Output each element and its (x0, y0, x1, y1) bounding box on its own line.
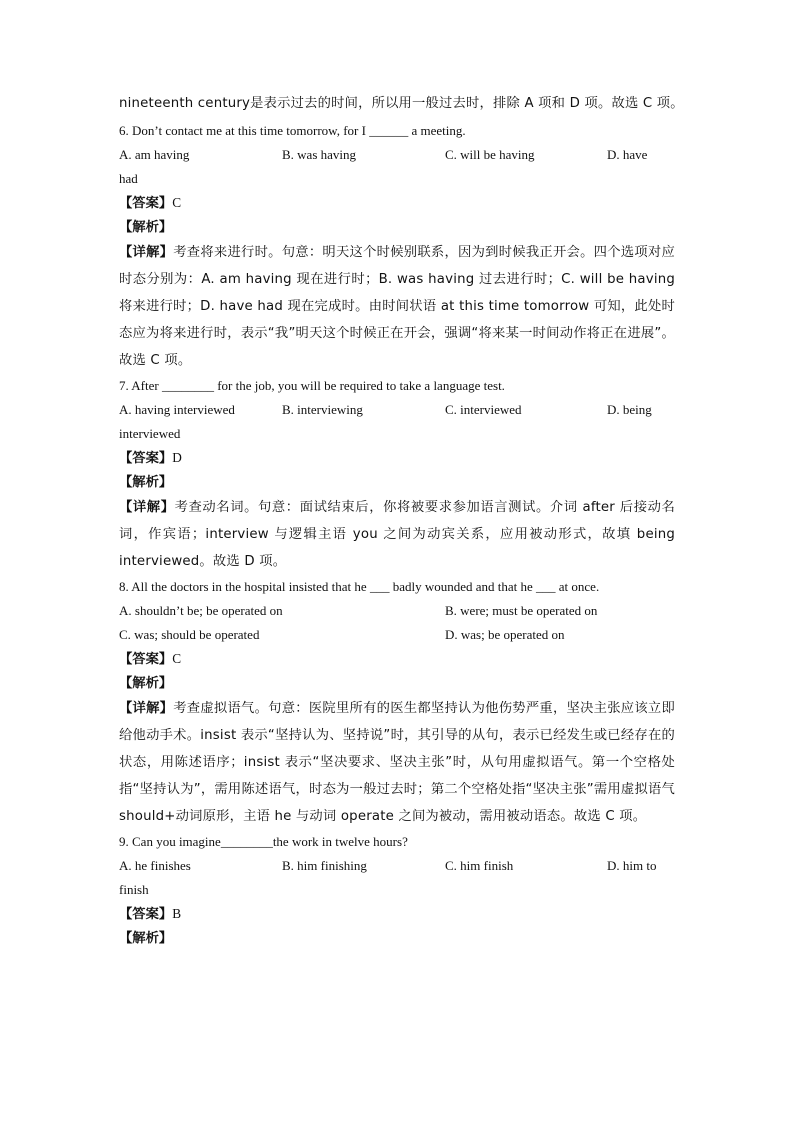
q9-options (119, 854, 675, 878)
q9-option-b: B. him finishing (282, 858, 367, 873)
q6-analysis (119, 215, 675, 239)
q6-answer (119, 191, 675, 215)
q6-stem: 6. Don’t contact me at this time tomorrow, for I ______ a meeting. (119, 123, 466, 138)
q8-answer-value: C (172, 651, 182, 666)
q7-option-d: D. being (607, 402, 652, 417)
analysis-tag: 【解析】 (119, 931, 173, 946)
answer-tag: 【答案】 (119, 196, 173, 211)
q8-stem: 8. All the doctors in the hospital insisted that he ___ badly wounded and that he ___ at once. (119, 579, 600, 594)
q9-option-wrap: finish (119, 882, 149, 897)
detail-tag: 【详解】 (119, 245, 174, 260)
q6-options (119, 143, 675, 167)
q8-options-row1 (119, 599, 675, 623)
q8-option-c: C. was; should be operated (119, 627, 260, 642)
q6-answer-value: C (172, 195, 182, 210)
q9-option-a: A. he finishes (119, 858, 191, 873)
analysis-tag: 【解析】 (119, 475, 173, 490)
answer-tag: 【答案】 (119, 451, 173, 466)
q7-stem: 7. After ________ for the job, you will be required to take a language test. (119, 378, 505, 393)
q6-option-wrap: had (119, 171, 138, 186)
q8-detail-text: 考查虚拟语气。句意：医院里所有的医生都坚持认为他伤势严重，坚决主张应该立即给他动手术。insist 表示“坚持认为、坚持说”时，其引导的从句，表示已经发生或已经存在的状态，用陈述语序；insist 表示“坚决要求、坚决主张”时，从句用虚拟语气。第一个空格处指“坚持认为”，需用陈述语气，时态为一般过去时；第二个空格处指“坚决主张”需用虚拟语气 should+动词原形，主语 he 与动词 operate 之间为被动，需用被动语态。故选 C 项。 (119, 701, 675, 824)
q7-option-b: B. interviewing (282, 402, 363, 417)
q7-option-c: C. interviewed (445, 402, 522, 417)
q9-stem: 9. Can you imagine________the work in twelve hours? (119, 834, 408, 849)
q6-option-b: B. was having (282, 147, 357, 162)
q8-option-b: B. were; must be operated on (445, 603, 598, 618)
q8-option-d: D. was; be operated on (445, 627, 565, 642)
q7-answer (119, 446, 675, 470)
q7-detail (119, 494, 675, 575)
q6-detail (119, 239, 675, 374)
q7-option-a: A. having interviewed (119, 402, 235, 417)
q9-answer-value: B (172, 906, 182, 921)
q5-analysis-tail: nineteenth century是表示过去的时间，所以用一般过去时，排除 A 项和 D 项。故选 C 项。 (119, 96, 684, 111)
document-page (119, 92, 684, 950)
q8-detail (119, 695, 675, 830)
q7-answer-value: D (172, 450, 182, 465)
answer-tag: 【答案】 (119, 907, 173, 922)
analysis-tag: 【解析】 (119, 676, 173, 691)
q8-option-a: A. shouldn’t be; be operated on (119, 603, 283, 618)
q9-answer (119, 902, 675, 926)
analysis-tag: 【解析】 (119, 220, 173, 235)
q6-option-d: D. have (607, 147, 648, 162)
detail-tag: 【详解】 (119, 701, 174, 716)
q7-analysis (119, 470, 675, 494)
q8-options-row2 (119, 623, 675, 647)
q7-options (119, 398, 675, 422)
q7-detail-text: 考查动名词。句意：面试结束后，你将被要求参加语言测试。介词 after 后接动名词，作宾语；interview 与逻辑主语 you 之间为动宾关系，应用被动形式，故填 being interviewed。故选 D 项。 (119, 500, 675, 569)
q9-option-c: C. him finish (445, 858, 514, 873)
answer-tag: 【答案】 (119, 652, 173, 667)
q9-option-d: D. him to (607, 858, 657, 873)
q6-detail-text: 考查将来进行时。句意：明天这个时候别联系，因为到时候我正开会。四个选项对应时态分别为：A. am having 现在进行时；B. was having 过去进行时；C. will be having 将来进行时；D. have had 现在完成时。由时间状语 at this time tomorrow 可知，此处时态应为将来进行时，表示“我”明天这个时候正在开会，强调“将来某一时间动作将正在进展”。故选 C 项。 (119, 245, 675, 368)
q6-option-a: A. am having (119, 147, 190, 162)
q7-option-wrap: interviewed (119, 426, 181, 441)
detail-tag: 【详解】 (119, 500, 175, 515)
q6-option-c: C. will be having (445, 147, 535, 162)
q8-answer (119, 647, 675, 671)
q8-analysis (119, 671, 675, 695)
q9-analysis (119, 926, 675, 950)
